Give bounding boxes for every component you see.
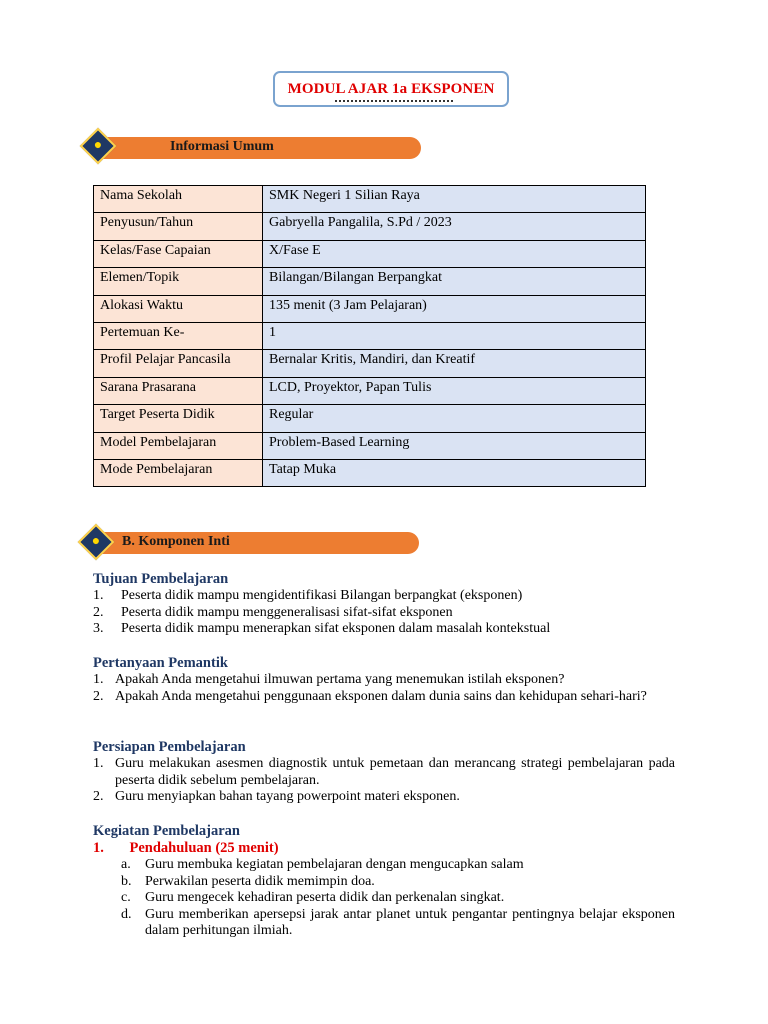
table-key: Model Pembelajaran xyxy=(94,432,263,459)
table-key: Nama Sekolah xyxy=(94,186,263,213)
list-item: 3. Peserta didik mampu menerapkan sifat eksponen dalam masalah kontekstual xyxy=(93,621,551,636)
table-key: Elemen/Topik xyxy=(94,268,263,295)
table-row xyxy=(94,459,646,486)
list-persiapan xyxy=(93,756,675,806)
table-value: Problem-Based Learning xyxy=(263,432,646,459)
list-item: 2. Peserta didik mampu menggeneralisasi sifat-sifat eksponen xyxy=(93,604,453,620)
table-value: SMK Negeri 1 Silian Raya xyxy=(263,186,646,213)
list-kegiatan xyxy=(121,857,675,940)
page-title: MODUL AJAR 1a EKSPONEN xyxy=(287,81,495,97)
section-title-informasi-umum: Informasi Umum xyxy=(170,139,274,154)
table-value: 1 xyxy=(263,322,646,349)
section-title-komponen-inti: B. Komponen Inti xyxy=(122,534,230,549)
list-item: 2. Apakah Anda mengetahui penggunaan eksponen dalam dunia sains dan kehidupan sehari-hari? xyxy=(93,688,647,704)
heading-pertanyaan: Pertanyaan Pemantik xyxy=(93,655,228,671)
list-item: 1. Peserta didik mampu mengidentifikasi Bilangan berpangkat (eksponen) xyxy=(93,588,523,603)
sub-heading-number: 1. xyxy=(93,840,104,856)
table-row xyxy=(94,213,646,240)
table-value: LCD, Proyektor, Papan Tulis xyxy=(263,377,646,404)
lightbulb-icon: ● xyxy=(91,534,101,549)
title-overflow-mark xyxy=(335,100,453,107)
table-key: Target Peserta Didik xyxy=(94,405,263,432)
list-item: a. Guru membuka kegiatan pembelajaran dengan mengucapkan salam xyxy=(121,857,524,872)
table-row xyxy=(94,350,646,377)
table-key: Mode Pembelajaran xyxy=(94,459,263,486)
table-value: Gabryella Pangalila, S.Pd / 2023 xyxy=(263,213,646,240)
table-row xyxy=(94,295,646,322)
heading-persiapan: Persiapan Pembelajaran xyxy=(93,739,246,755)
sub-heading-text: Pendahuluan (25 menit) xyxy=(129,840,279,856)
list-item: b. Perwakilan peserta didik memimpin doa. xyxy=(121,873,375,889)
list-pertanyaan xyxy=(93,672,675,705)
list-item: 2. Guru menyiapkan bahan tayang powerpoint materi eksponen. xyxy=(93,789,460,804)
table-value: 135 menit (3 Jam Pelajaran) xyxy=(263,295,646,322)
list-item: c. Guru mengecek kehadiran peserta didik dan perkenalan singkat. xyxy=(121,890,505,905)
table-row xyxy=(94,186,646,213)
table-row xyxy=(94,240,646,267)
table-key: Profil Pelajar Pancasila xyxy=(94,350,263,377)
table-row xyxy=(94,268,646,295)
table-row xyxy=(94,405,646,432)
list-item: d. Guru memberikan apersepsi jarak antar planet untuk pengantar pentingnya belajar eksponen dalam perhitungan ilmiah. xyxy=(121,906,675,938)
table-value: X/Fase E xyxy=(263,240,646,267)
table-key: Kelas/Fase Capaian xyxy=(94,240,263,267)
heading-tujuan: Tujuan Pembelajaran xyxy=(93,571,229,587)
heading-kegiatan: Kegiatan Pembelajaran xyxy=(93,823,240,839)
table-value: Bernalar Kritis, Mandiri, dan Kreatif xyxy=(263,350,646,377)
table-key: Alokasi Waktu xyxy=(94,295,263,322)
table-row xyxy=(94,322,646,349)
title-box xyxy=(273,71,509,107)
table-key: Pertemuan Ke- xyxy=(94,322,263,349)
table-row xyxy=(94,377,646,404)
table-key: Penyusun/Tahun xyxy=(94,213,263,240)
table-row xyxy=(94,432,646,459)
info-table xyxy=(93,185,646,487)
list-tujuan xyxy=(93,588,675,638)
list-item: 1. Guru melakukan asesmen diagnostik untuk pemetaan dan merancang strategi pembelajaran pada peserta didik sebelum pembelajaran. xyxy=(93,756,675,788)
list-item: 1. Apakah Anda mengetahui ilmuwan pertama yang menemukan istilah eksponen? xyxy=(93,672,565,687)
sub-heading-pendahuluan xyxy=(93,840,279,857)
table-value: Bilangan/Bilangan Berpangkat xyxy=(263,268,646,295)
table-value: Tatap Muka xyxy=(263,459,646,486)
table-value: Regular xyxy=(263,405,646,432)
table-key: Sarana Prasarana xyxy=(94,377,263,404)
lightbulb-icon: ● xyxy=(93,138,103,153)
